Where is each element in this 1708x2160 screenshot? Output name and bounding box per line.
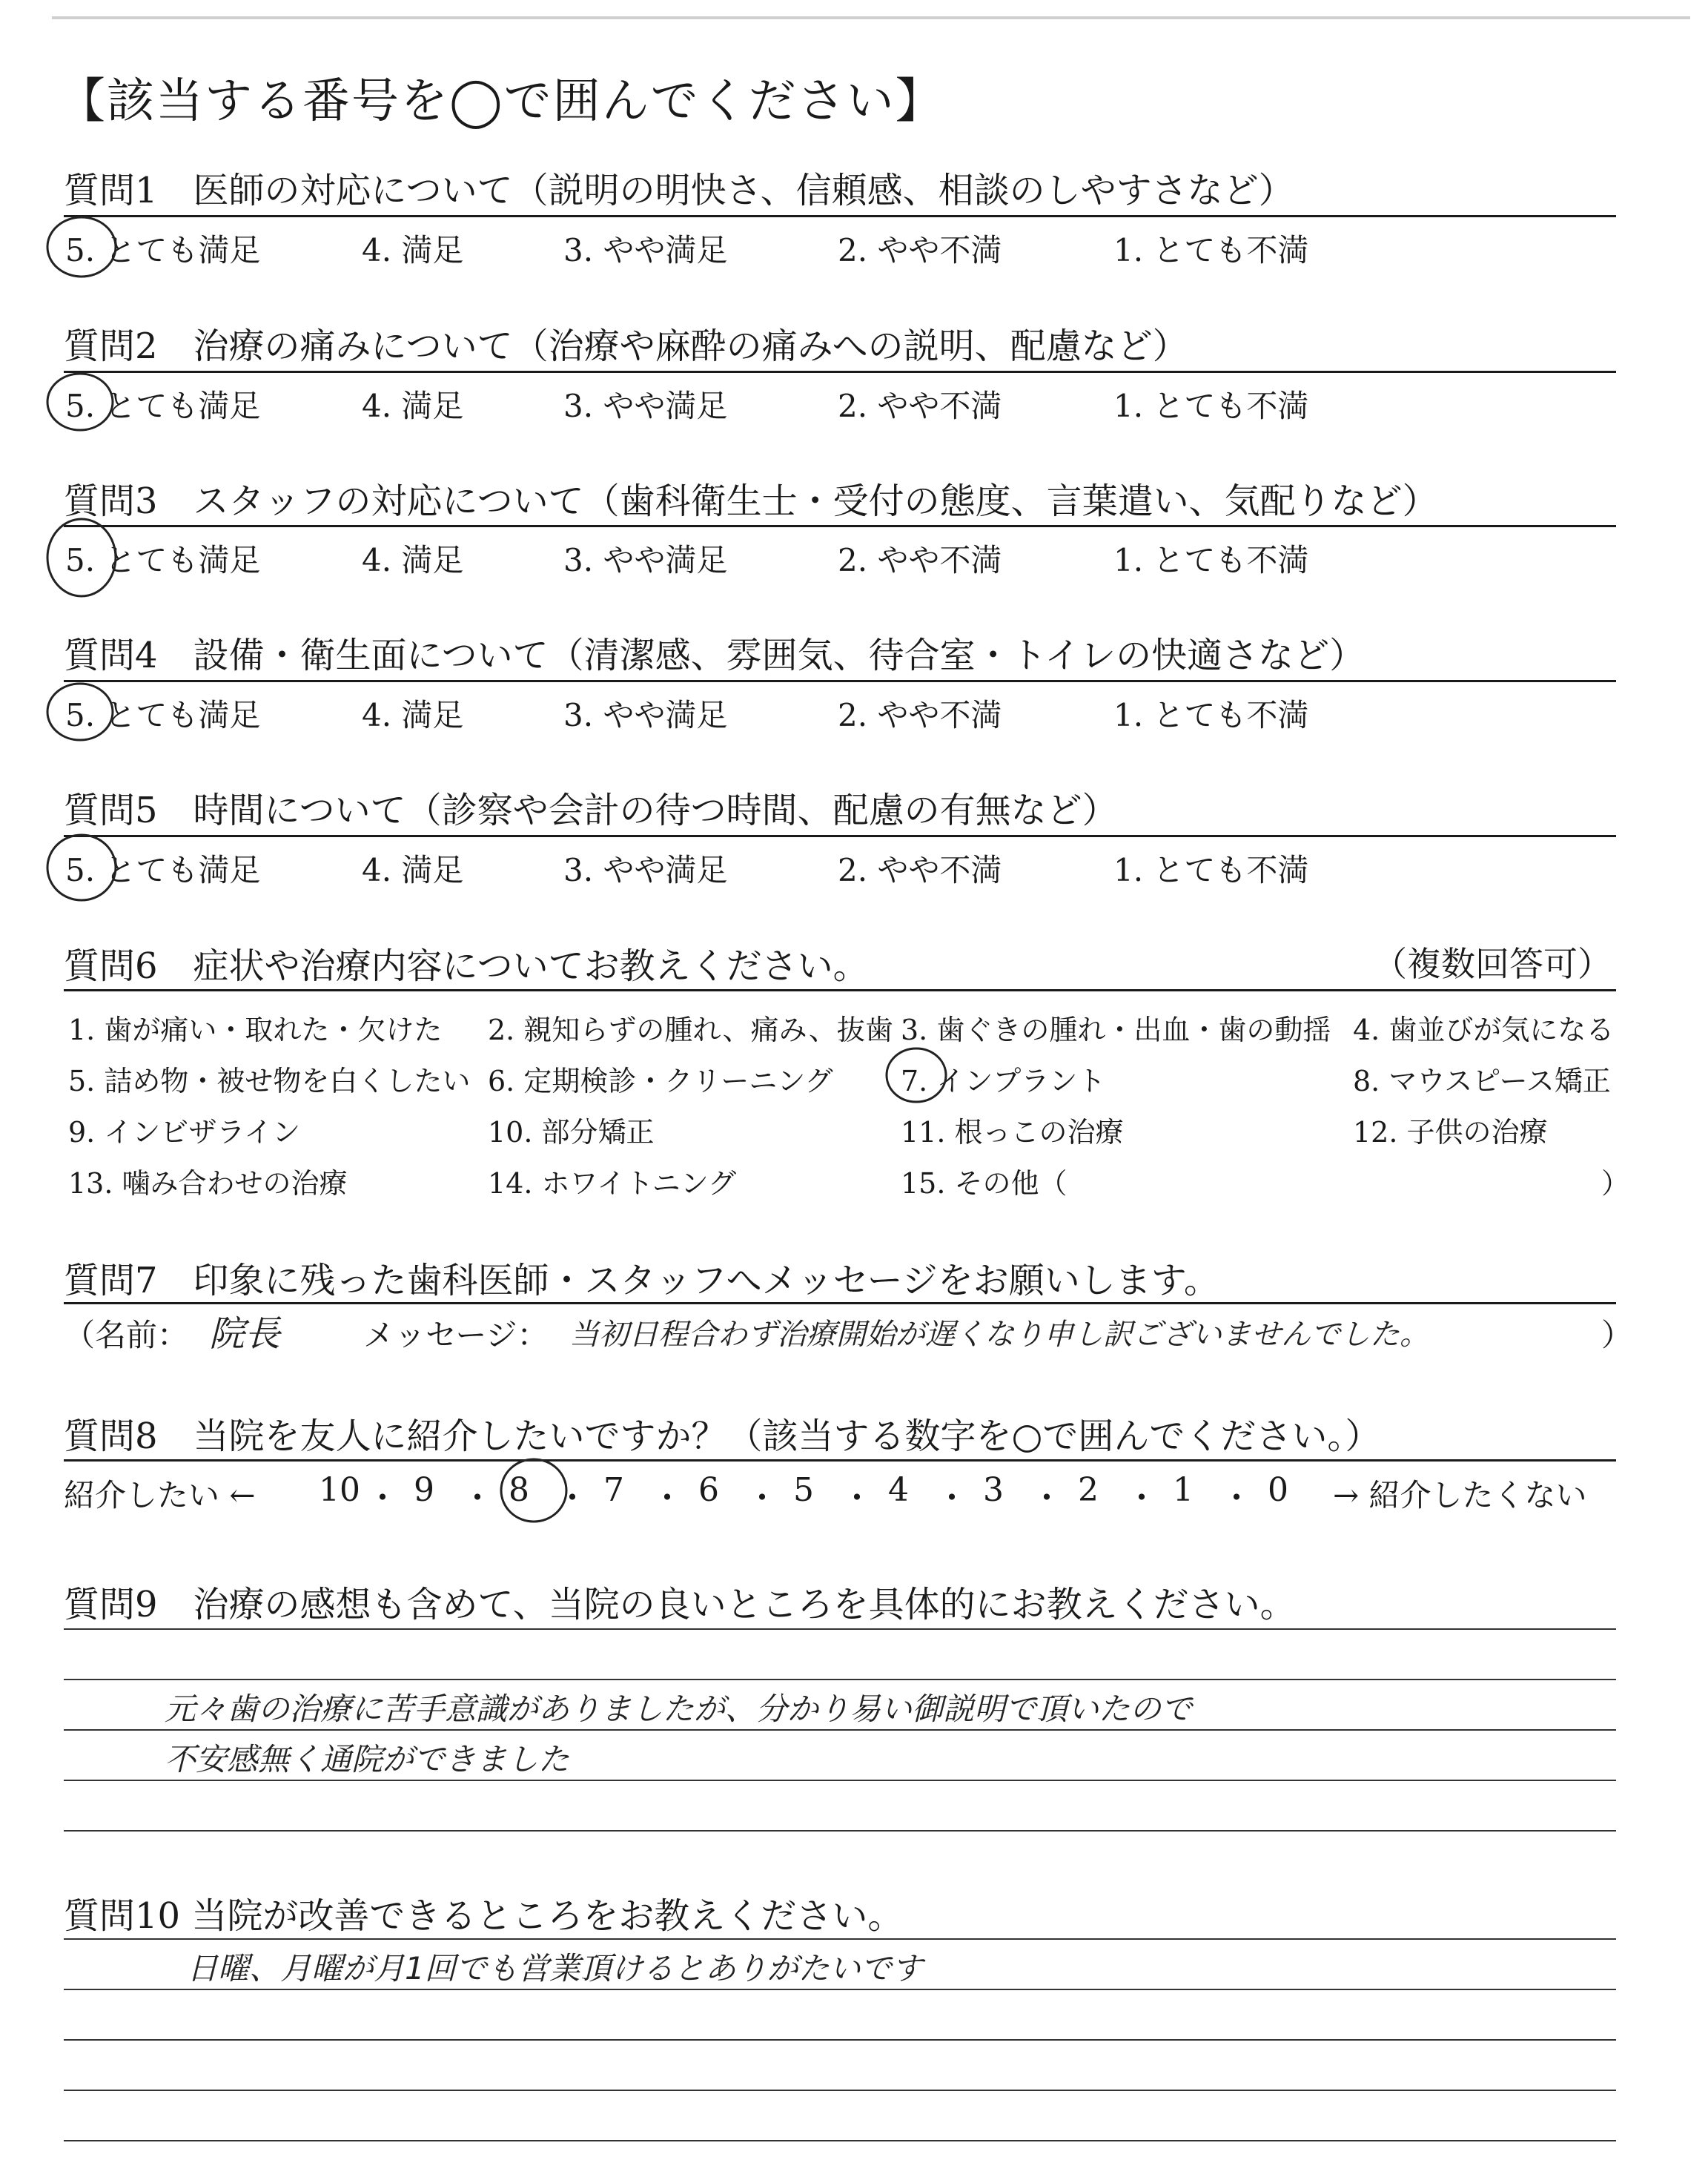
q4-option-4[interactable]: 4. 満足 (362, 697, 464, 733)
q8-scale-number-9[interactable]: 9 (414, 1471, 434, 1509)
q5-option-5[interactable]: 5. とても満足 (65, 852, 261, 888)
q3-option-1[interactable]: 1. とても不満 (1113, 542, 1309, 578)
q3-option-5[interactable]: 5. とても満足 (65, 542, 261, 578)
question-6-note: （複数回答可） (1373, 944, 1612, 984)
q8-scale-dot: ・ (651, 1479, 683, 1517)
q8-scale-dot: ・ (1030, 1479, 1063, 1517)
q8-scale-number-5[interactable]: 5 (793, 1471, 814, 1509)
q4-option-2[interactable]: 2. やや不満 (838, 697, 1002, 733)
q9-answer-line-1[interactable]: 元々歯の治療に苦手意識がありましたが、分かり易い御説明で頂いたので (165, 1691, 1193, 1727)
q8-scale-dot: ・ (1220, 1479, 1253, 1517)
q7-name-value[interactable]: 院長 (209, 1313, 281, 1355)
q8-scale-number-4[interactable]: 4 (888, 1471, 909, 1509)
question-9: 質問9 治療の感想も含めて、当院の良いところを具体的にお教えください。 (64, 1584, 1296, 1625)
q8-left-label: 紹介したい ← (64, 1477, 256, 1513)
q3-selected-circle (47, 519, 116, 596)
q2-option-1[interactable]: 1. とても不満 (1113, 388, 1309, 424)
q5-option-3[interactable]: 3. やや満足 (563, 852, 728, 888)
q6-option-2[interactable]: 2. 親知らずの腫れ、痛み、抜歯 (488, 1014, 893, 1046)
q8-scale-dot: ・ (366, 1479, 399, 1517)
q8-scale-number-3[interactable]: 3 (983, 1471, 1004, 1509)
q6-option-11[interactable]: 11. 根っこの治療 (901, 1116, 1124, 1149)
q6-option-12[interactable]: 12. 子供の治療 (1353, 1116, 1548, 1149)
q8-scale-number-10[interactable]: 10 (319, 1471, 360, 1509)
q8-scale-number-2[interactable]: 2 (1078, 1471, 1099, 1509)
question-3: 質問3 スタッフの対応について（歯科衛生士・受付の態度、言葉遣い、気配りなど） (64, 480, 1438, 522)
q5-selected-circle (47, 835, 116, 900)
q6-option-14[interactable]: 14. ホワイトニング (488, 1167, 737, 1200)
q6-option-7[interactable]: 7. インプラント (901, 1065, 1106, 1097)
q2-option-2[interactable]: 2. やや不満 (838, 388, 1002, 424)
q2-selected-circle (47, 374, 113, 430)
question-7: 質問7 印象に残った歯科医師・スタッフへメッセージをお願いします。 (64, 1260, 1219, 1301)
q1-option-2[interactable]: 2. やや不満 (838, 232, 1002, 268)
q7-name-label: （名前： (64, 1317, 189, 1353)
q6-option-5[interactable]: 5. 詰め物・被せ物を白くしたい (68, 1065, 471, 1097)
q4-option-1[interactable]: 1. とても不満 (1113, 697, 1309, 733)
q10-answer[interactable]: 日曜、月曜が月1回でも営業頂けるとありがたいです (187, 1950, 923, 1986)
q5-option-4[interactable]: 4. 満足 (362, 852, 464, 888)
q1-option-4[interactable]: 4. 満足 (362, 232, 464, 268)
q8-scale-dot: ・ (461, 1479, 494, 1517)
q3-option-2[interactable]: 2. やや不満 (838, 542, 1002, 578)
q7-message-value[interactable]: 当初日程合わず治療開始が遅くなり申し訳ございませんでした。 (569, 1318, 1429, 1352)
q7-message-label: メッセージ： (363, 1317, 549, 1353)
q4-selected-circle (47, 684, 113, 740)
q8-scale-dot: ・ (841, 1479, 873, 1517)
page-title: 【該当する番号を◯で囲んでください】 (58, 74, 944, 129)
q6-option-1[interactable]: 1. 歯が痛い・取れた・欠けた (68, 1014, 443, 1046)
q8-scale-number-8[interactable]: 8 (509, 1471, 529, 1509)
q4-option-5[interactable]: 5. とても満足 (65, 697, 261, 733)
q5-option-2[interactable]: 2. やや不満 (838, 852, 1002, 888)
q4-option-3[interactable]: 3. やや満足 (563, 697, 728, 733)
q1-option-1[interactable]: 1. とても不満 (1113, 232, 1309, 268)
q6-selected-circle (887, 1048, 946, 1102)
q6-option-8[interactable]: 8. マウスピース矯正 (1353, 1065, 1611, 1097)
q6-option-15[interactable]: 15. その他（ (901, 1167, 1068, 1200)
question-10: 質問10 当院が改善できるところをお教えください。 (64, 1895, 904, 1937)
question-8: 質問8 当院を友人に紹介したいですか？（該当する数字を○で囲んでください。） (64, 1416, 1381, 1457)
q8-scale-dot: ・ (556, 1479, 589, 1517)
q8-scale-number-6[interactable]: 6 (698, 1471, 719, 1509)
q9-answer-line-2[interactable]: 不安感無く通院ができました (165, 1741, 570, 1777)
q6-option-9[interactable]: 9. インビザライン (68, 1116, 301, 1149)
q5-option-1[interactable]: 1. とても不満 (1113, 852, 1309, 888)
q1-option-5[interactable]: 5. とても満足 (65, 232, 261, 268)
q2-option-3[interactable]: 3. やや満足 (563, 388, 728, 424)
question-4: 質問4 設備・衛生面について（清潔感、雰囲気、待合室・トイレの快適さなど） (64, 635, 1366, 676)
q1-selected-circle (47, 217, 116, 277)
question-1: 質問1 医師の対応について（説明の明快さ、信頼感、相談のしやすさなど） (64, 170, 1294, 211)
q8-scale-dot: ・ (936, 1479, 968, 1517)
q6-option-4[interactable]: 4. 歯並びが気になる (1353, 1014, 1615, 1046)
q8-scale-number-1[interactable]: 1 (1173, 1471, 1194, 1509)
q6-option-15-close: ） (1601, 1167, 1630, 1200)
q2-option-4[interactable]: 4. 満足 (362, 388, 464, 424)
q8-selected-circle (501, 1459, 566, 1522)
q7-close-paren: ） (1601, 1317, 1633, 1353)
q8-scale-number-7[interactable]: 7 (603, 1471, 624, 1509)
q6-option-6[interactable]: 6. 定期検診・クリーニング (488, 1065, 833, 1097)
q3-option-3[interactable]: 3. やや満足 (563, 542, 728, 578)
q8-scale-dot: ・ (746, 1479, 778, 1517)
q6-option-10[interactable]: 10. 部分矯正 (488, 1116, 655, 1149)
q6-option-13[interactable]: 13. 噛み合わせの治療 (68, 1167, 348, 1200)
question-6: 質問6 症状や治療内容についてお教えください。 (64, 945, 869, 987)
q2-option-5[interactable]: 5. とても満足 (65, 388, 261, 424)
q8-scale-number-0[interactable]: 0 (1268, 1471, 1288, 1509)
q1-option-3[interactable]: 3. やや満足 (563, 232, 728, 268)
q6-option-3[interactable]: 3. 歯ぐきの腫れ・出血・歯の動揺 (901, 1014, 1331, 1046)
question-2: 質問2 治療の痛みについて（治療や麻酔の痛みへの説明、配慮など） (64, 326, 1188, 367)
q3-option-4[interactable]: 4. 満足 (362, 542, 464, 578)
question-5: 質問5 時間について（診察や会計の待つ時間、配慮の有無など） (64, 790, 1118, 831)
q8-scale-dot: ・ (1125, 1479, 1158, 1517)
q8-right-label: → 紹介したくない (1333, 1477, 1587, 1513)
